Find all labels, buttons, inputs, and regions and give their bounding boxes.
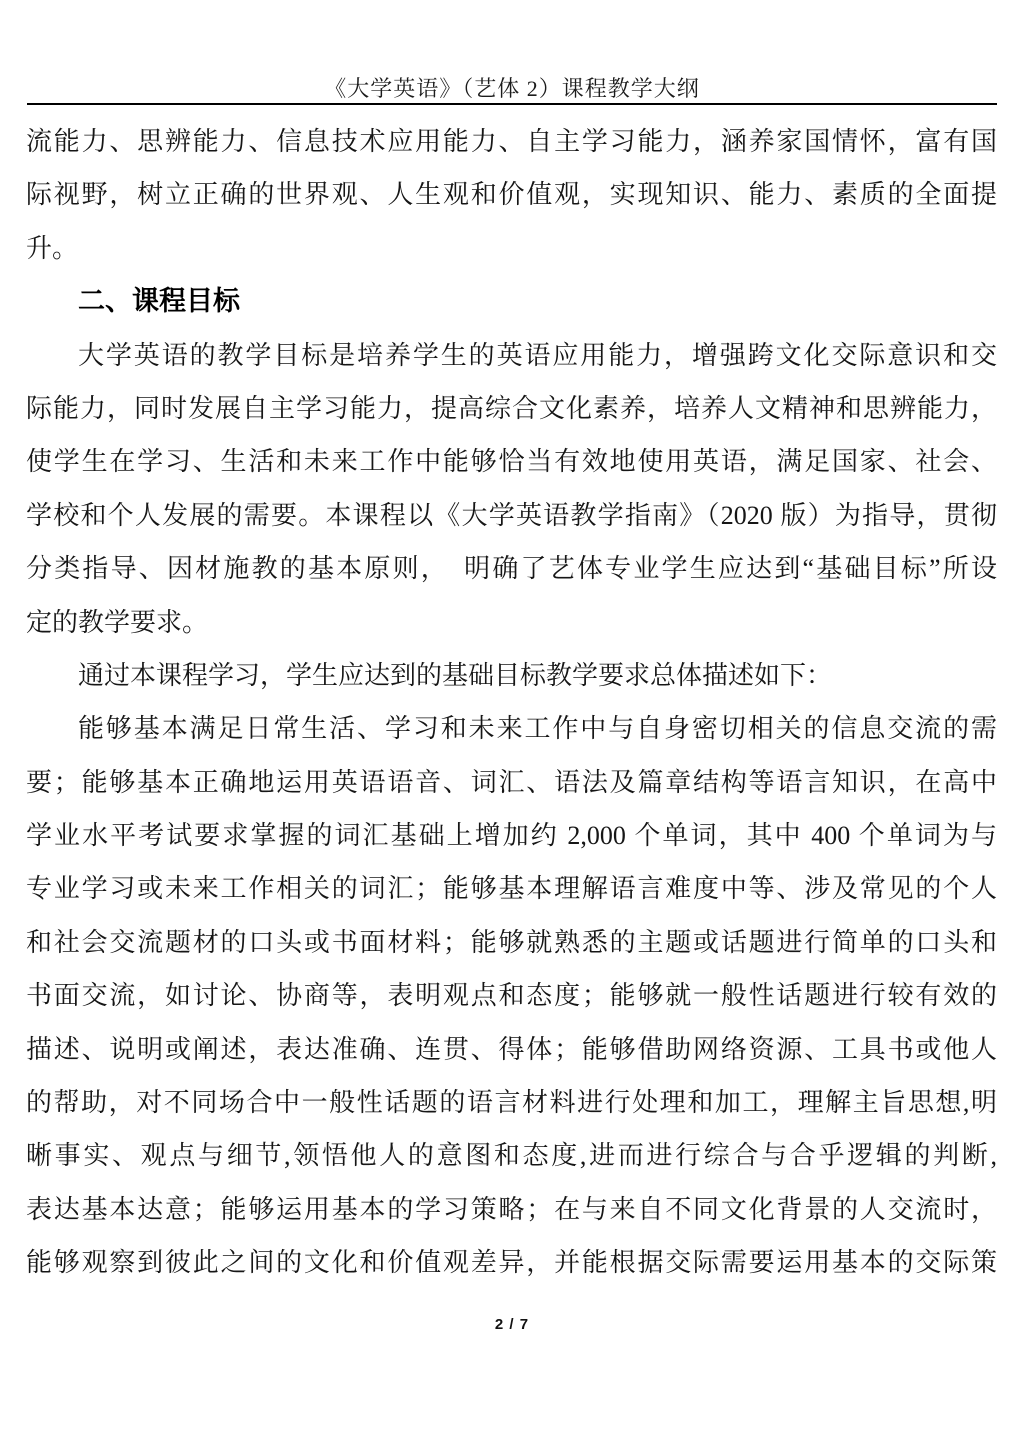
text-line: 能够观察到彼此之间的文化和价值观差异，并能根据交际需要运用基本的交际策: [26, 1248, 997, 1278]
paragraph-first-line: 通过本课程学习，学生应达到的基础目标教学要求总体描述如下：: [78, 660, 833, 690]
text-line: 流能力、思辨能力、信息技术应用能力、自主学习能力，涵养家国情怀，富有国: [26, 127, 997, 156]
page-number: 2 / 7: [494, 1316, 530, 1333]
text-line: 要；能够基本正确地运用英语语音、词汇、语法及篇章结构等语言知识，在高中: [26, 767, 997, 797]
section-heading: 二、课程目标: [78, 286, 240, 317]
text-line: 和社会交流题材的口头或书面材料；能够就熟悉的主题或话题进行简单的口头和: [26, 927, 997, 957]
text-line: 的帮助，对不同场合中一般性话题的语言材料进行处理和加工，理解主旨思想,明: [26, 1088, 997, 1118]
page-header-title: 《大学英语》（艺体 2）课程教学大纲: [324, 76, 700, 101]
text-line: 定的教学要求。: [26, 607, 209, 637]
document-body: [26, 115, 997, 1290]
text-line: 专业学习或未来工作相关的词汇；能够基本理解语言难度中等、涉及常见的个人: [26, 874, 997, 904]
text-line: 分类指导、因材施教的基本原则， 明确了艺体专业学生应达到“基础目标”所设: [26, 554, 997, 584]
paragraph-first-line: 能够基本满足日常生活、学习和未来工作中与自身密切相关的信息交流的需: [78, 714, 997, 744]
text-line: 际能力，同时发展自主学习能力，提高综合文化素养，培养人文精神和思辨能力，: [26, 393, 997, 423]
text-line: 晰事实、观点与细节,领悟他人的意图和态度,进而进行综合与合乎逻辑的判断,: [26, 1141, 997, 1171]
text-line: 书面交流，如讨论、协商等，表明观点和态度；能够就一般性话题进行较有效的: [26, 981, 997, 1011]
text-line: 使学生在学习、生活和未来工作中能够恰当有效地使用英语，满足国家、社会、: [26, 447, 997, 477]
text-line: 学校和个人发展的需要。本课程以《大学英语教学指南》（2020 版）为指导，贯彻: [26, 500, 997, 530]
text-line: 描述、说明或阐述，表达准确、连贯、得体；能够借助网络资源、工具书或他人: [26, 1034, 997, 1064]
text-line: 际视野，树立正确的世界观、人生观和价值观，实现知识、能力、素质的全面提: [26, 180, 997, 210]
header-rule-divider: [27, 103, 997, 105]
text-line: 升。: [26, 233, 79, 263]
text-line: 学业水平考试要求掌握的词汇基础上增加约 2,000 个单词，其中 400 个单词为与: [26, 821, 997, 851]
text-line: 表达基本达意；能够运用基本的学习策略；在与来自不同文化背景的人交流时，: [26, 1194, 997, 1224]
paragraph-first-line: 大学英语的教学目标是培养学生的英语应用能力，增强跨文化交际意识和交: [78, 340, 997, 370]
